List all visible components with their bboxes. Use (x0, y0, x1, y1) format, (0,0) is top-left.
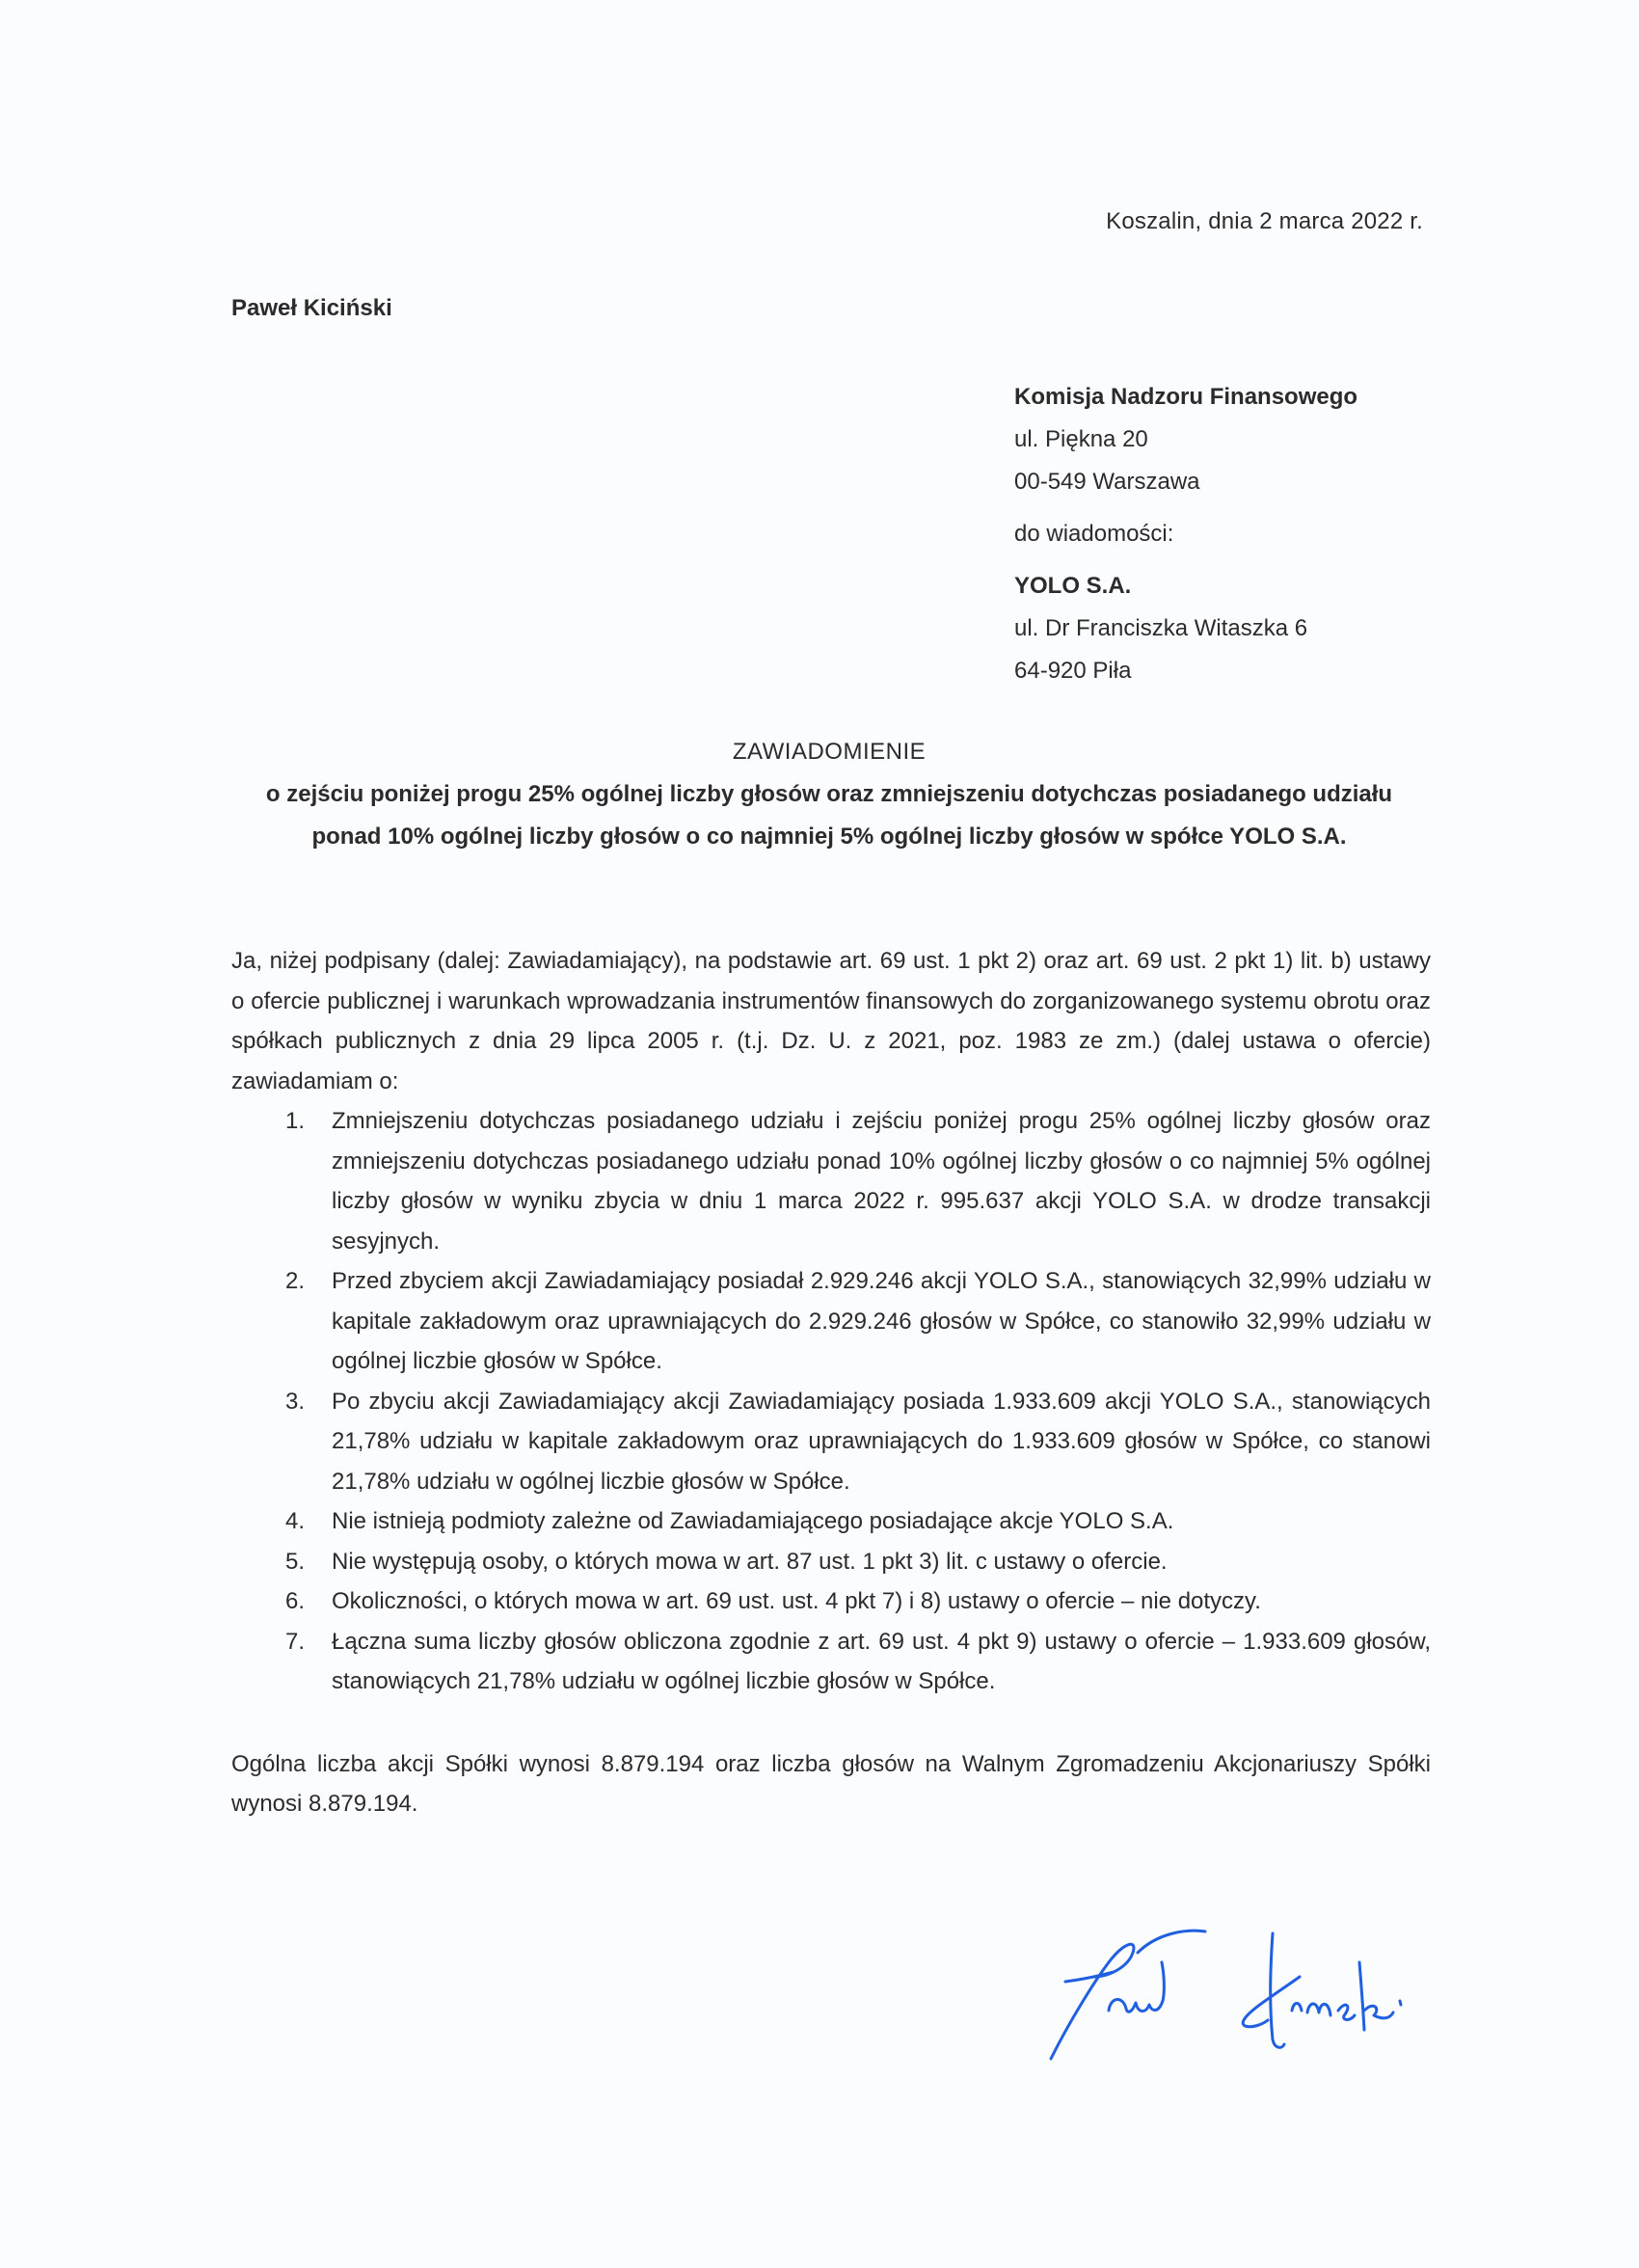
recipient-city: 00-549 Warszawa (1014, 469, 1200, 495)
cc-label: do wiadomości: (1014, 521, 1174, 547)
list-number: 5. (285, 1548, 306, 1575)
closing-paragraph: Ogólna liczba akcji Spółki wynosi 8.879.194 oraz liczba głosów na Walnym Zgromadzeniu Akcjonariuszy Spółki wynosi 8.879.194. (231, 1750, 1431, 1817)
list-number: 4. (285, 1508, 306, 1534)
sender-name: Paweł Kiciński (231, 295, 392, 321)
cc-name: YOLO S.A. (1014, 573, 1132, 599)
list-number: 2. (285, 1268, 306, 1294)
document-subject: o zejściu poniżej progu 25% ogólnej liczby głosów oraz zmniejszeniu dotychczas posiadanego udziału ponad 10% ogólnej liczby głosów o co najmniej 5% ogólnej liczby głosów w spółce YOLO S.A. (265, 781, 1393, 850)
list-text: Zmniejszeniu dotychczas posiadanego udziału i zejściu poniżej progu 25% ogólnej liczby głosów oraz zmniejszeniu dotychczas posiadanego udziału ponad 10% ogólnej liczby głosów o co najmniej 5% ogólnej liczby głosów w wyniku zbycia w dniu 1 marca 2022 r. 995.637 akcji YOLO S.A. w drodze transakcji sesyjnych. (332, 1108, 1431, 1255)
list-number: 3. (285, 1388, 306, 1415)
list-text: Przed zbyciem akcji Zawiadamiający posiadał 2.929.246 akcji YOLO S.A., stanowiących 32,99% udziału w kapitale zakładowym oraz uprawniających do 2.929.246 głosów w Spółce, co stanowiło 32,99% udziału w ogólnej liczbie głosów w Spółce. (332, 1268, 1431, 1374)
list-number: 7. (285, 1628, 306, 1655)
list-item (231, 1542, 1431, 1582)
list-text: Okoliczności, o których mowa w art. 69 ust. ust. 4 pkt 7) i 8) ustawy o ofercie – nie dotyczy. (332, 1588, 1261, 1614)
body-text (231, 941, 1431, 1848)
points-list (231, 1101, 1431, 1702)
place-date: Koszalin, dnia 2 marca 2022 r. (1106, 208, 1423, 234)
list-number: 6. (285, 1588, 306, 1614)
cc-street: ul. Dr Franciszka Witaszka 6 (1014, 615, 1308, 641)
list-text: Nie istnieją podmioty zależne od Zawiadamiającego posiadające akcje YOLO S.A. (332, 1508, 1174, 1534)
recipient-block (1014, 376, 1357, 692)
list-item (231, 1581, 1431, 1622)
list-item (231, 1261, 1431, 1382)
list-number: 1. (285, 1108, 306, 1134)
cc-city: 64-920 Piła (1014, 658, 1132, 684)
list-item (231, 1501, 1431, 1542)
list-item (231, 1622, 1431, 1702)
recipient-name: Komisja Nadzoru Finansowego (1014, 384, 1358, 410)
document-heading: ZAWIADOMIENIE (732, 739, 927, 765)
list-item (231, 1382, 1431, 1502)
recipient-street: ul. Piękna 20 (1014, 426, 1148, 452)
signature-image (1041, 1904, 1427, 2068)
list-text: Łączna suma liczby głosów obliczona zgodnie z art. 69 ust. 4 pkt 9) ustawy o ofercie – 1.933.609 głosów, stanowiących 21,78% udziału w ogólnej liczbie głosów w Spółce. (332, 1628, 1431, 1694)
list-item (231, 1101, 1431, 1261)
title-block (231, 731, 1427, 858)
list-text: Nie występują osoby, o których mowa w art. 87 ust. 1 pkt 3) lit. c ustawy o ofercie. (332, 1548, 1168, 1575)
intro-paragraph: Ja, niżej podpisany (dalej: Zawiadamiający), na podstawie art. 69 ust. 1 pkt 2) oraz art. 69 ust. 2 pkt 1) lit. b) ustawy o ofercie publicznej i warunkach wprowadzania instrumentów finansowych do zorganizowanego systemu obrotu oraz spółkach publicznych z dnia 29 lipca 2005 r. (t.j. Dz. U. z 2021, poz. 1983 ze zm.) (dalej ustawa o ofercie) zawiadamiam o: (231, 948, 1431, 1094)
list-text: Po zbyciu akcji Zawiadamiający akcji Zawiadamiający posiada 1.933.609 akcji YOLO S.A., stanowiących 21,78% udziału w kapitale zakładowym oraz uprawniających do 1.933.609 głosów w Spółce, co stanowi 21,78% udziału w ogólnej liczbie głosów w Spółce. (332, 1388, 1431, 1495)
